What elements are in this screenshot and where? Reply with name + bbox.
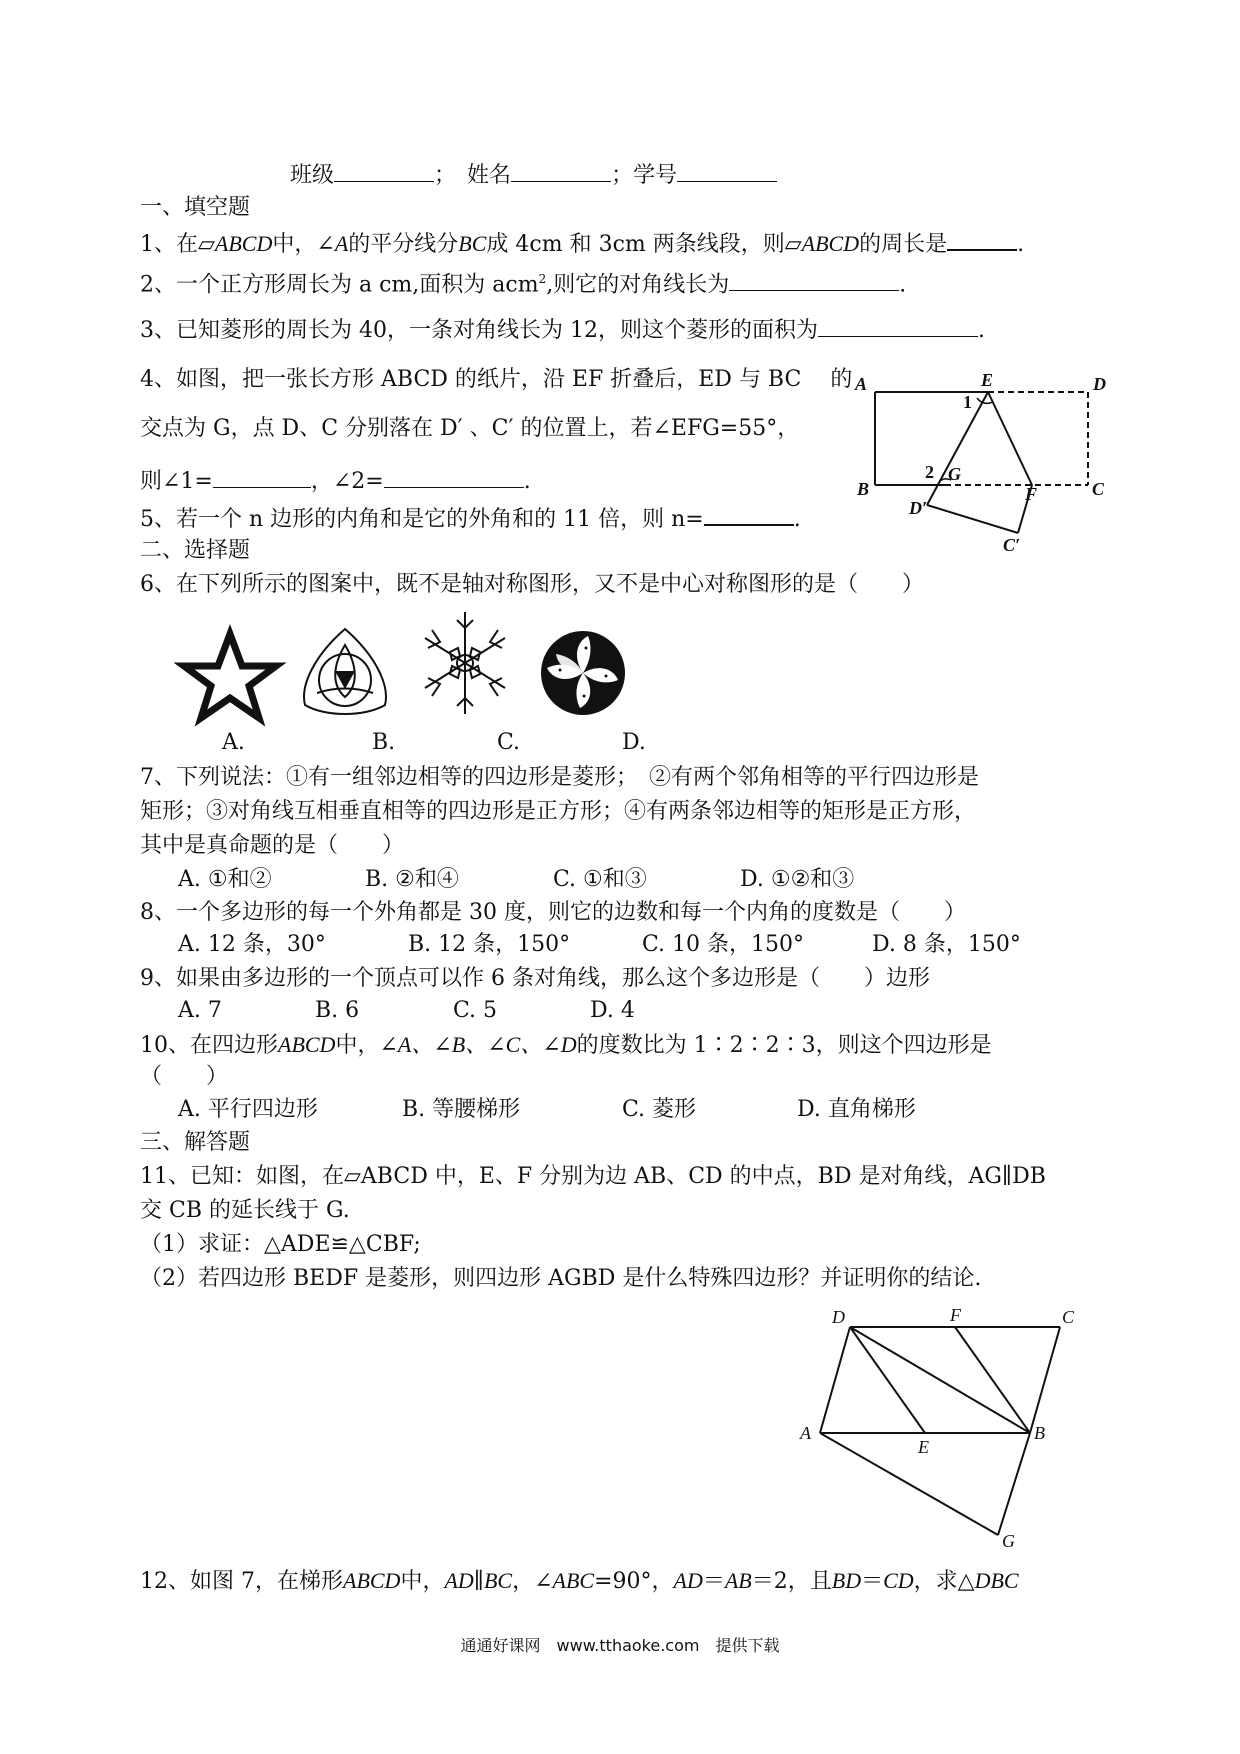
q10-option-c[interactable]: C. 菱形 — [622, 1097, 697, 1122]
point-label-A: A — [855, 374, 868, 394]
question-9: 9、如果由多边形的一个顶点可以作 6 条对角线，那么这个多边形是（ ）边形 — [140, 966, 930, 991]
point-label-E: E — [981, 370, 994, 390]
q9-option-d[interactable]: D. 4 — [590, 998, 635, 1023]
question-11-part2: （2）若四边形 BEDF 是菱形，则四边形 AGBD 是什么特殊四边形？并证明你的结论. — [140, 1266, 982, 1291]
question-5: 5、若一个 n 边形的内角和是它的外角和的 11 倍，则 n= . — [140, 502, 801, 535]
point-label-D-prime: D′ — [909, 498, 928, 518]
question-3: 3、已知菱形的周长为 40，一条对角线长为 12，则这个菱形的面积为 . — [140, 314, 985, 346]
answer-blank-2[interactable] — [729, 268, 899, 291]
bauhinia-icon[interactable] — [538, 628, 628, 718]
q8-option-d[interactable]: D. 8 条，150° — [872, 932, 1021, 957]
q8-option-a[interactable]: A. 12 条，30° — [178, 932, 326, 957]
q7-option-d[interactable]: D. ①②和③ — [740, 867, 855, 892]
question-4-line2: 交点为 G，点 D、C 分别落在 D′ 、C′ 的位置上，若∠EFG=55°， — [140, 416, 800, 441]
triquetra-icon[interactable] — [295, 625, 395, 720]
question-10-line2: （ ） — [140, 1064, 229, 1089]
question-11-line2: 交 CB 的延长线于 G. — [140, 1198, 350, 1223]
id-label: 学号 — [633, 163, 678, 188]
q10-option-d[interactable]: D. 直角梯形 — [797, 1097, 916, 1122]
separator: ； — [611, 163, 634, 188]
q7-option-a[interactable]: A. ①和② — [178, 867, 272, 892]
name-label: 姓名 — [467, 163, 512, 188]
question-12: 12、如图 7，在梯形ABCD中，AD∥BC，∠ABC=90°，AD＝AB＝2，且BD＝CD，求△DBC — [140, 1568, 1019, 1594]
section-title-solve: 三、解答题 — [140, 1130, 251, 1155]
separator: ； — [434, 163, 446, 188]
q8-option-b[interactable]: B. 12 条，150° — [408, 932, 571, 957]
section-title-fill-blank: 一、填空题 — [140, 195, 251, 220]
point-label-C: C — [1092, 479, 1105, 499]
q10-option-a[interactable]: A. 平行四边形 — [178, 1097, 318, 1122]
question-7-line2: 矩形；③对角线互相垂直相等的四边形是正方形；④有两条邻边相等的矩形是正方形， — [140, 799, 977, 824]
answer-blank-angle2[interactable] — [384, 465, 524, 488]
fold-rectangle-figure — [855, 370, 1105, 560]
question-7-line3: 其中是真命题的是（ ） — [140, 833, 405, 858]
point-label-C-prime: C′ — [1003, 535, 1021, 555]
point-label-A: A — [800, 1423, 811, 1443]
q9-option-b[interactable]: B. 6 — [315, 998, 360, 1023]
angle-label-1: 1 — [963, 392, 972, 412]
class-label: 班级 — [290, 163, 335, 188]
point-label-C: C — [1062, 1307, 1075, 1327]
point-label-E: E — [918, 1437, 929, 1457]
q9-option-a[interactable]: A. 7 — [178, 998, 222, 1023]
question-4-line1: 4、如图，把一张长方形 ABCD 的纸片，沿 EF 折叠后，ED 与 BC 的 — [140, 367, 853, 392]
option-d-label: D. — [622, 730, 646, 755]
parallelogram-figure — [790, 1305, 1120, 1551]
section-title-multiple-choice: 二、选择题 — [140, 538, 251, 563]
point-label-F: F — [1025, 484, 1038, 504]
q7-option-c[interactable]: C. ①和③ — [553, 867, 647, 892]
question-11-line1: 11、已知：如图，在▱ABCD 中，E、F 分别为边 AB、CD 的中点，BD 是对角线，AG∥DB — [140, 1164, 1046, 1189]
student-info-header — [290, 159, 777, 191]
answer-blank-angle1[interactable] — [213, 465, 311, 488]
option-c-label: C. — [497, 730, 521, 755]
question-6: 6、在下列所示的图案中，既不是轴对称图形，又不是中心对称图形的是（ ） — [140, 572, 924, 597]
point-label-F: F — [950, 1305, 961, 1325]
point-label-D: D — [1093, 374, 1106, 394]
question-11-part1: （1）求证：△ADE≌△CBF; — [140, 1232, 421, 1257]
point-label-G: G — [1002, 1531, 1015, 1551]
id-blank[interactable] — [677, 159, 777, 182]
point-label-B: B — [1034, 1423, 1045, 1443]
answer-blank-5[interactable] — [704, 502, 794, 526]
name-blank[interactable] — [511, 159, 611, 182]
question-4-line3: 则∠1= ，∠2= . — [140, 465, 531, 497]
angle-label-2: 2 — [925, 462, 934, 482]
q7-option-b[interactable]: B. ②和④ — [365, 867, 459, 892]
answer-blank-3[interactable] — [818, 314, 978, 337]
question-10: 10、在四边形ABCD中，∠A、∠B、∠C、∠D的度数比为 1∶2∶2∶3，则这个四边形是 — [140, 1032, 992, 1058]
question-1: 1、在▱ABCD中，∠A的平分线分BC成 4cm 和 3cm 两条线段，则▱ABCD的周长是 . — [140, 227, 1024, 260]
option-a-label: A. — [222, 730, 245, 755]
snowflake-icon[interactable] — [420, 608, 510, 718]
parallelogram-icon: ▱ — [784, 232, 802, 257]
question-2: 2、一个正方形周长为 a cm,面积为 acm$^2$,则它的对角线长为 . — [140, 264, 906, 300]
point-label-B: B — [857, 479, 870, 499]
q10-option-b[interactable]: B. 等腰梯形 — [402, 1097, 521, 1122]
q8-option-c[interactable]: C. 10 条，150° — [642, 932, 805, 957]
q9-option-c[interactable]: C. 5 — [453, 998, 498, 1023]
star-icon[interactable] — [180, 630, 280, 720]
class-blank[interactable] — [334, 159, 434, 182]
parallelogram-icon: ▱ — [198, 232, 215, 257]
option-b-label: B. — [372, 730, 396, 755]
question-8: 8、一个多边形的每一个外角都是 30 度，则它的边数和每一个内角的度数是（ ） — [140, 900, 966, 925]
page-footer: 通通好课网 www.tthaoke.com 提供下载 — [460, 1636, 780, 1655]
point-label-D: D — [832, 1307, 845, 1327]
question-7-line1: 7、下列说法：①有一组邻边相等的四边形是菱形； ②有两个邻角相等的平行四边形是 — [140, 765, 979, 790]
point-label-G: G — [948, 464, 961, 484]
answer-blank-1[interactable] — [947, 227, 1017, 251]
